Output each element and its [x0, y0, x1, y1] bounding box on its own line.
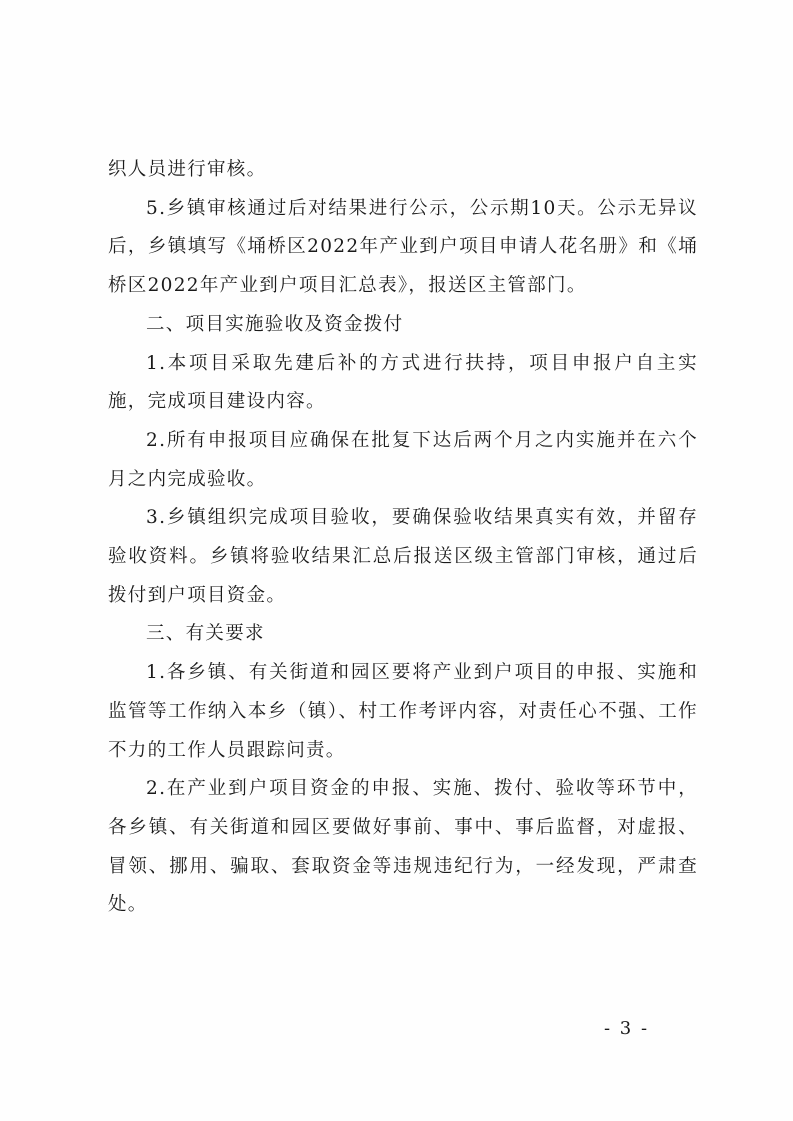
paragraph-item-5: 5.乡镇审核通过后对结果进行公示，公示期10天。公示无异议后，乡镇填写《埇桥区2022年产业到户项目申请人花名册》和《埇桥区2022年产业到户项目汇总表》，报送区主管部门。	[108, 197, 698, 297]
document-body	[108, 151, 698, 925]
paragraph-section2-item-3: 3.乡镇组织完成项目验收，要确保验收结果真实有效，并留存验收资料。乡镇将验收结果汇总后报送区级主管部门审核，通过后拨付到户项目资金。	[108, 507, 698, 606]
paragraph-section2-item-2: 2.所有申报项目应确保在批复下达后两个月之内实施并在六个月之内完成验收。	[108, 429, 698, 490]
paragraph-section3-item-1: 1.各乡镇、有关街道和园区要将产业到户项目的申报、实施和监管等工作纳入本乡（镇）、村工作考评内容，对责任心不强、工作不力的工作人员跟踪问责。	[108, 662, 698, 761]
page-number: - 3 -	[604, 1018, 650, 1039]
paragraph-section2-item-1: 1.本项目采取先建后补的方式进行扶持，项目申报户自主实施，完成项目建设内容。	[108, 352, 698, 413]
section-heading-3: 三、有关要求	[146, 623, 265, 645]
paragraph-section3-item-2: 2.在产业到户项目资金的申报、实施、拨付、验收等环节中，各乡镇、有关街道和园区要做好事前、事中、事后监督，对虚报、冒领、挪用、骗取、套取资金等违规违纪行为，一经发现，严肃查处。	[108, 778, 698, 916]
section-heading-2: 二、项目实施验收及资金拨付	[146, 313, 404, 335]
paragraph-continuation: 织人员进行审核。	[108, 159, 267, 180]
